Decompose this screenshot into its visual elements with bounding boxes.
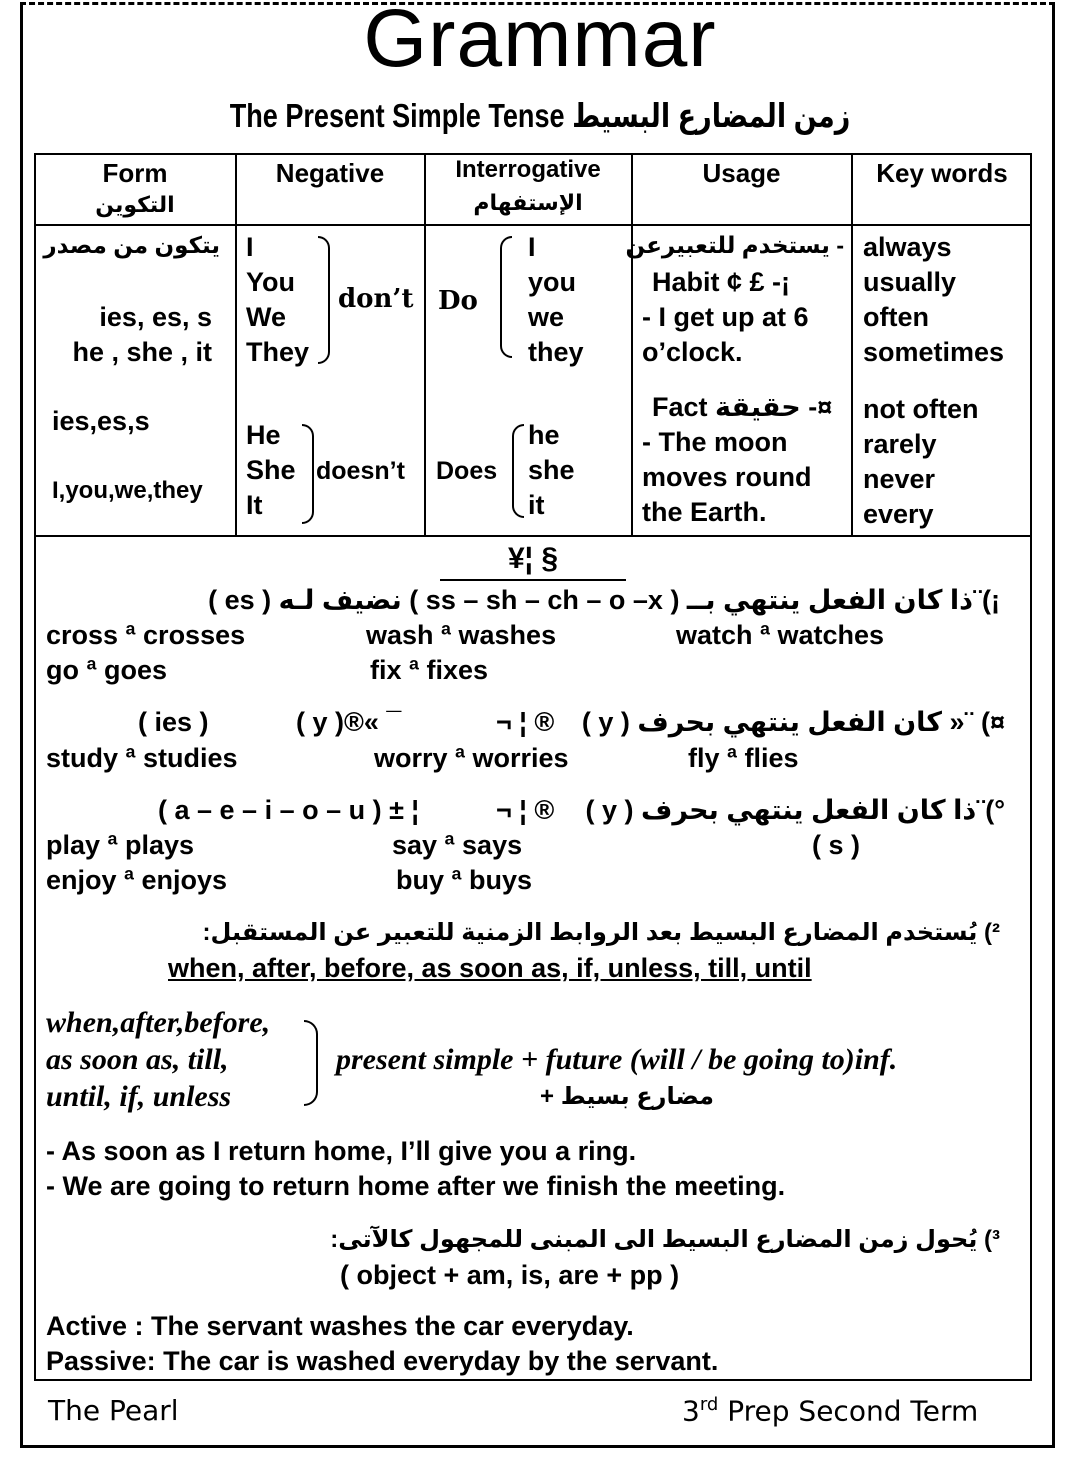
example-pair: wash ª washes xyxy=(366,620,557,650)
negative-pronoun: They xyxy=(246,337,310,367)
footer-term-text: Prep Second Term xyxy=(718,1394,979,1428)
rule-text: ¤) ¨« كان الفعل ينتهي بحرف ( y ) xyxy=(581,707,1005,737)
rule-text: ¡)¨ذا كان الفعل ينتهي بــ ( ss – sh – ch – o –x ) نضيف لـه ( es ) xyxy=(208,585,1000,615)
usage-line: Fact حقيقة -¤ xyxy=(652,392,833,422)
example-pair: play ª plays xyxy=(46,830,195,860)
form-line: يتكون من مصدر xyxy=(43,232,220,258)
usage-line: Habit ¢ £ -¡ xyxy=(652,267,791,297)
usage-line: - I get up at 6 xyxy=(642,302,809,332)
table-divider xyxy=(34,224,1032,226)
formula-structure: present simple + future (will / be going to)inf. xyxy=(336,1043,898,1076)
example-pair: worry ª worries xyxy=(374,743,569,773)
footer-term xyxy=(682,1394,978,1427)
example-pair: cross ª crosses xyxy=(46,620,246,650)
form-line: he , she , it xyxy=(72,337,212,367)
header-interrogative: Interrogative xyxy=(455,156,601,183)
rule-text: ³) يُحول زمن المضارع البسيط الى المبنى للمجهول كالآتى: xyxy=(330,1226,1000,1253)
interrogative-pronoun: I xyxy=(528,232,536,262)
negative-pronoun: I xyxy=(246,232,254,262)
formula-connector: when,after,before, xyxy=(46,1006,271,1039)
interrogative-pronoun: we xyxy=(528,302,565,332)
interrogative-aux: Does xyxy=(436,457,498,485)
form-line: ies, es, s xyxy=(99,302,212,332)
header-form-ar: التكوين xyxy=(95,192,175,217)
table-divider xyxy=(851,153,853,537)
header-negative: Negative xyxy=(275,158,385,188)
right-brace-icon xyxy=(304,1020,318,1106)
example-pair: watch ª watches xyxy=(676,620,885,650)
keyword: always xyxy=(863,232,952,262)
page-subtitle: The Present Simple Tense زمن المضارع البسيط xyxy=(229,97,851,134)
negative-aux: don’t xyxy=(338,284,414,314)
example-sentence: - As soon as I return home, I’ll give you a ring. xyxy=(46,1136,637,1166)
table-divider xyxy=(631,153,633,537)
usage-line: moves round xyxy=(642,462,812,492)
keyword: never xyxy=(863,464,936,494)
usage-line: - The moon xyxy=(642,427,788,457)
example-pair: fix ª fixes xyxy=(370,655,489,685)
rule-text: ²) يُستخدم المضارع البسيط بعد الروابط الزمنية للتعبير عن المستقبل: xyxy=(202,919,1000,946)
connectors-list: when, after, before, as soon as, if, unless, till, until xyxy=(168,953,812,983)
example-pair: buy ª buys xyxy=(396,865,533,895)
interrogative-pronoun: they xyxy=(528,337,584,367)
interrogative-aux: Do xyxy=(438,286,478,316)
rule-text: ¬ ¦ ® xyxy=(496,795,555,825)
rule-text: ( ies ) xyxy=(138,707,209,737)
formula-connector: as soon as, till, xyxy=(46,1043,229,1076)
example-pair: say ª says xyxy=(392,830,523,860)
keyword: usually xyxy=(863,267,957,297)
keyword: sometimes xyxy=(863,337,1005,367)
right-brace-icon xyxy=(302,424,314,524)
right-brace-icon xyxy=(318,236,330,364)
rule-text: ( y )®« ¯ xyxy=(296,707,402,737)
interrogative-pronoun: she xyxy=(528,455,575,485)
interrogative-pronoun: it xyxy=(528,490,545,520)
negative-pronoun: It xyxy=(246,490,263,520)
usage-line: o’clock. xyxy=(642,337,743,367)
header-keywords: Key words xyxy=(876,158,1008,188)
form-line: I,you,we,they xyxy=(52,477,203,504)
table-divider xyxy=(34,535,1032,537)
passive-formula: ( object + am, is, are + pp ) xyxy=(340,1260,680,1290)
negative-aux: doesn’t xyxy=(316,457,405,485)
interrogative-pronoun: you xyxy=(528,267,577,297)
heading-underline xyxy=(440,579,626,581)
page-title: Grammar xyxy=(363,0,717,84)
negative-pronoun: We xyxy=(246,302,287,332)
header-interrogative-ar: الإستفهام xyxy=(473,190,583,215)
active-sentence: Active : The servant washes the car everyday. xyxy=(46,1311,634,1341)
usage-line: the Earth. xyxy=(642,497,767,527)
keyword: often xyxy=(863,302,929,332)
example-pair: go ª goes xyxy=(46,655,167,685)
formula-connector: until, if, unless xyxy=(46,1080,232,1113)
section-heading: ¥¦ § xyxy=(507,542,559,575)
header-form: Form xyxy=(102,158,168,188)
left-brace-icon xyxy=(500,236,512,358)
keyword: every xyxy=(863,499,934,529)
passive-sentence: Passive: The car is washed everyday by the servant. xyxy=(46,1346,719,1376)
rule-text: °)¨ذا كان الفعل ينتهي بحرف ( y ) xyxy=(585,795,1005,825)
footer-brand: The Pearl xyxy=(48,1394,179,1427)
rule-text: ( a – e – i – o – u ) ± ¦ xyxy=(158,795,419,825)
negative-pronoun: You xyxy=(246,267,295,297)
usage-line: - يستخدم للتعبيرعن xyxy=(625,232,844,258)
keyword: rarely xyxy=(863,429,937,459)
negative-pronoun: He xyxy=(246,420,281,450)
example-sentence: - We are going to return home after we finish the meeting. xyxy=(46,1171,786,1201)
footer-term-suffix: rd xyxy=(699,1394,719,1415)
table-divider xyxy=(235,153,237,537)
example-pair: enjoy ª enjoys xyxy=(46,865,228,895)
example-pair: fly ª flies xyxy=(688,743,799,773)
form-line: ies,es,s xyxy=(52,406,150,436)
footer-term-number: 3 xyxy=(682,1394,700,1428)
formula-arabic: + مضارع بسيط xyxy=(540,1083,715,1110)
example-pair: study ª studies xyxy=(46,743,238,773)
rule-text: ¬ ¦ ® xyxy=(496,707,555,737)
left-brace-icon xyxy=(512,424,524,518)
interrogative-pronoun: he xyxy=(528,420,560,450)
rule-text: ( s ) xyxy=(812,830,861,860)
negative-pronoun: She xyxy=(246,455,296,485)
keyword: not often xyxy=(863,394,979,424)
header-usage: Usage xyxy=(702,158,781,188)
